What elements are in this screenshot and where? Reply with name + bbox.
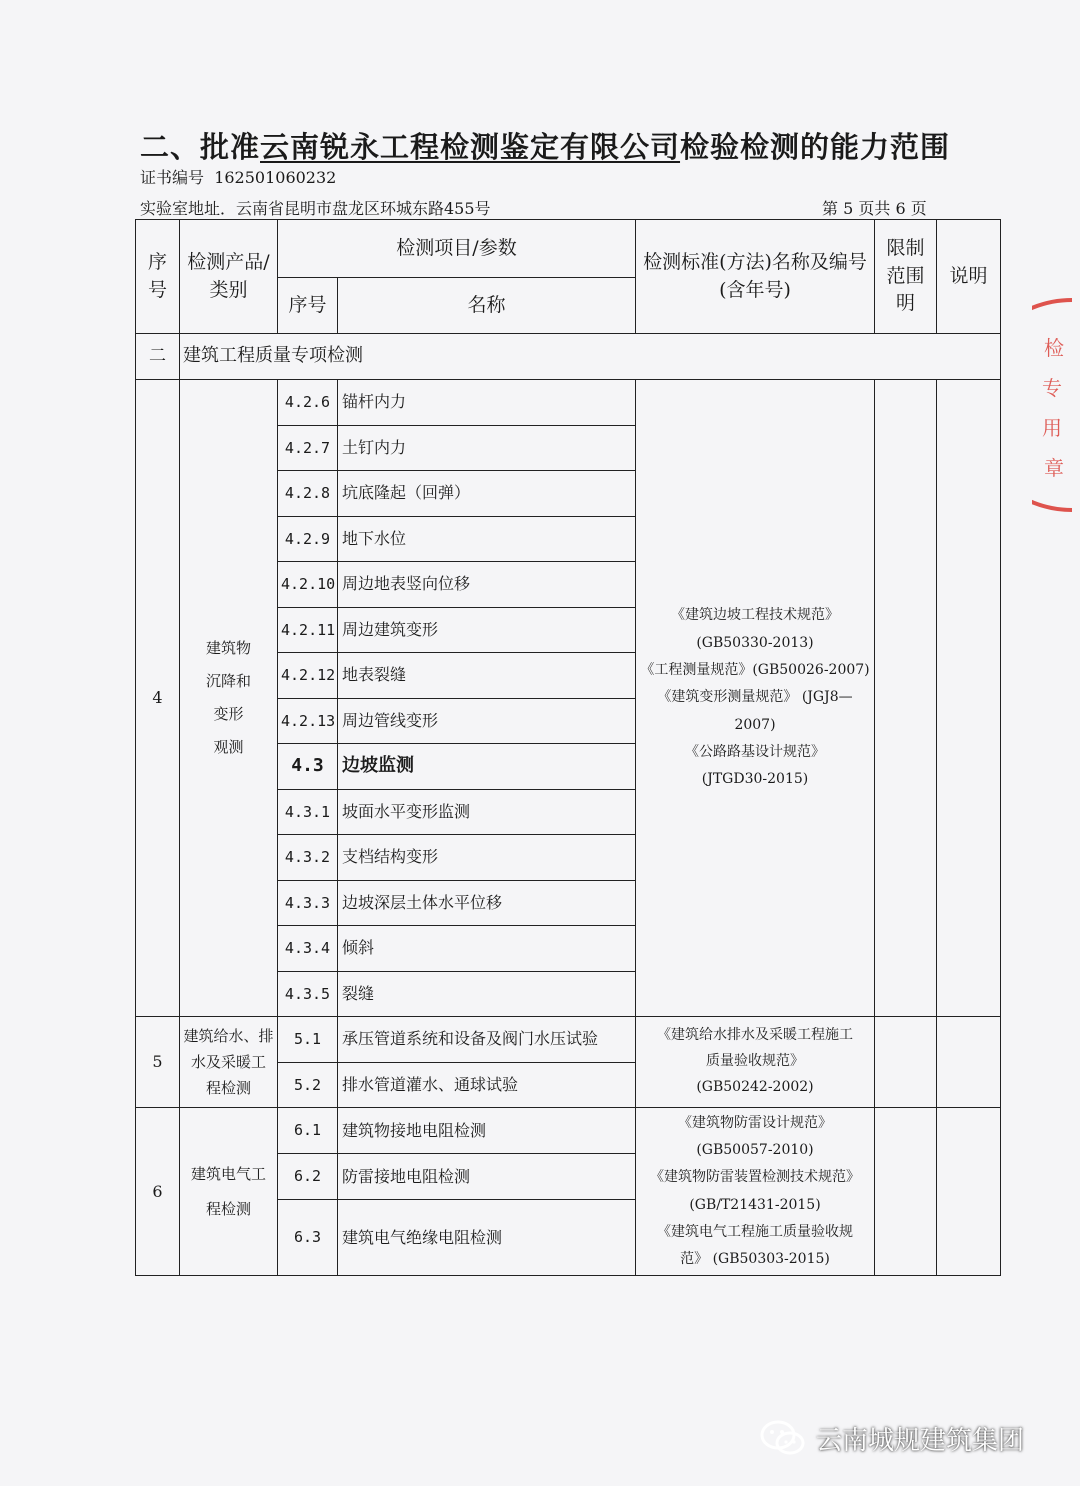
standard-line: 质量验收规范》 — [706, 1053, 804, 1070]
group4-product-line: 沉降和 — [205, 672, 251, 690]
item-name: 裂缝 — [338, 971, 636, 1017]
group6-no: 6 — [136, 1108, 180, 1276]
item-no: 5.2 — [278, 1062, 338, 1108]
group6-product-line: 建筑电气工 — [190, 1165, 266, 1183]
seal-char: 用 — [1042, 416, 1062, 440]
group5-product-line: 水及采暖工 — [190, 1052, 266, 1071]
table-row — [136, 1108, 1001, 1154]
item-no: 4.3.2 — [278, 835, 338, 881]
header-item-no: 序号 — [278, 278, 338, 334]
item-no: 4.3 — [278, 744, 338, 790]
group5-standards — [636, 1017, 875, 1108]
seal-char: 章 — [1044, 456, 1064, 480]
group5-product-line: 程检测 — [205, 1079, 251, 1098]
item-no: 6.1 — [278, 1108, 338, 1154]
group5-product-line: 建筑给水、排 — [183, 1026, 274, 1045]
group5-product — [180, 1017, 278, 1108]
item-no: 6.3 — [278, 1200, 338, 1276]
item-no: 4.2.7 — [278, 425, 338, 471]
capability-table — [135, 219, 1001, 1276]
item-name: 周边管线变形 — [338, 698, 636, 744]
group4-product-line: 观测 — [213, 738, 244, 756]
header-limit: 限制范围明 — [875, 220, 937, 334]
header-item-name: 名称 — [338, 278, 636, 334]
item-name: 建筑物接地电阻检测 — [338, 1108, 636, 1154]
certificate-number: 证书编号 162501060232 — [140, 168, 337, 187]
item-name: 坑底隆起（回弹） — [338, 471, 636, 517]
item-no: 5.1 — [278, 1017, 338, 1063]
standard-line: (GB50242-2002) — [696, 1078, 814, 1095]
item-name: 承压管道系统和设备及阀门水压试验 — [338, 1017, 636, 1063]
standard-line: 2007) — [734, 716, 776, 733]
item-name: 支档结构变形 — [338, 835, 636, 881]
item-no: 6.2 — [278, 1154, 338, 1200]
header-note: 说明 — [937, 220, 1001, 334]
header-item: 检测项目/参数 — [278, 220, 636, 278]
item-no: 4.2.11 — [278, 607, 338, 653]
group4-standards — [636, 380, 875, 1017]
section-title: 建筑工程质量专项检测 — [180, 334, 1001, 380]
group6-product-line: 程检测 — [205, 1199, 251, 1218]
item-name: 边坡深层土体水平位移 — [338, 880, 636, 926]
header-standard: 检测标准(方法)名称及编号(含年号) — [636, 220, 875, 334]
capability-table-container — [135, 219, 1000, 1276]
item-name: 周边建筑变形 — [338, 607, 636, 653]
group4-product — [180, 380, 278, 1017]
standard-line: 《公路路基设计规范》 — [685, 743, 825, 760]
group6-standards — [636, 1108, 875, 1276]
group5-note — [937, 1017, 1001, 1108]
standard-line: 《建筑给水排水及采暖工程施工 — [657, 1027, 853, 1044]
seal-char: 专 — [1042, 376, 1062, 400]
item-no: 4.3.1 — [278, 789, 338, 835]
section-row — [136, 334, 1001, 380]
item-name: 地表裂缝 — [338, 653, 636, 699]
group6-note — [937, 1108, 1001, 1276]
item-no: 4.2.12 — [278, 653, 338, 699]
group5-limit — [875, 1017, 937, 1108]
item-no: 4.3.3 — [278, 880, 338, 926]
watermark — [758, 1418, 1024, 1458]
group6-product — [180, 1108, 278, 1276]
item-no: 4.2.10 — [278, 562, 338, 608]
group4-product-line: 建筑物 — [205, 639, 251, 657]
item-name: 防雷接地电阻检测 — [338, 1154, 636, 1200]
item-name: 建筑电气绝缘电阻检测 — [338, 1200, 636, 1276]
standard-line: 《工程测量规范》(GB50026-2007) — [640, 662, 870, 679]
page-indicator: 第 5 页共 6 页 — [822, 199, 927, 218]
item-name: 周边地表竖向位移 — [338, 562, 636, 608]
standard-line: (GB50330-2013) — [696, 634, 814, 651]
group5-no: 5 — [136, 1017, 180, 1108]
standard-line: 《建筑物防雷设计规范》 — [678, 1114, 832, 1131]
item-name: 地下水位 — [338, 516, 636, 562]
group4-product-line: 变形 — [213, 705, 244, 723]
standard-line: 范》 (GB50303-2015) — [680, 1251, 830, 1268]
item-no: 4.2.6 — [278, 380, 338, 426]
item-name: 边坡监测 — [338, 744, 636, 790]
group4-no: 4 — [136, 380, 180, 1017]
seal-char: 检 — [1044, 336, 1064, 360]
standard-line: (GB50057-2010) — [696, 1141, 814, 1158]
item-name: 倾斜 — [338, 926, 636, 972]
section-no: 二 — [136, 334, 180, 380]
item-no: 4.2.8 — [278, 471, 338, 517]
item-name: 土钉内力 — [338, 425, 636, 471]
item-no: 4.2.9 — [278, 516, 338, 562]
official-seal — [1032, 295, 1080, 515]
wechat-icon — [758, 1418, 808, 1458]
standard-line: 《建筑变形测量规范》 (JGJ8— — [657, 689, 853, 706]
item-no: 4.3.5 — [278, 971, 338, 1017]
lab-address: 实验室地址．云南省昆明市盘龙区环城东路455号 — [140, 199, 491, 218]
group4-limit — [875, 380, 937, 1017]
table-row — [136, 1017, 1001, 1063]
page-title: 二、批准云南锐永工程检测鉴定有限公司检验检测的能力范围 — [140, 130, 951, 164]
standard-line: 《建筑电气工程施工质量验收规 — [657, 1223, 853, 1240]
standard-line: (GB/T21431-2015) — [689, 1196, 821, 1213]
standard-line: 《建筑边坡工程技术规范》 — [671, 607, 839, 624]
header-product: 检测产品/类别 — [180, 220, 278, 334]
group4-note — [937, 380, 1001, 1017]
table-row — [136, 380, 1001, 426]
item-name: 坡面水平变形监测 — [338, 789, 636, 835]
item-no: 4.2.13 — [278, 698, 338, 744]
item-name: 排水管道灌水、通球试验 — [338, 1062, 636, 1108]
standard-line: 《建筑物防雷装置检测技术规范》 — [650, 1169, 860, 1186]
item-no: 4.3.4 — [278, 926, 338, 972]
header-seq: 序号 — [136, 220, 180, 334]
group6-limit — [875, 1108, 937, 1276]
standard-line: (JTGD30-2015) — [701, 771, 809, 788]
watermark-text: 云南城规建筑集团 — [816, 1425, 1025, 1456]
item-name: 锚杆内力 — [338, 380, 636, 426]
